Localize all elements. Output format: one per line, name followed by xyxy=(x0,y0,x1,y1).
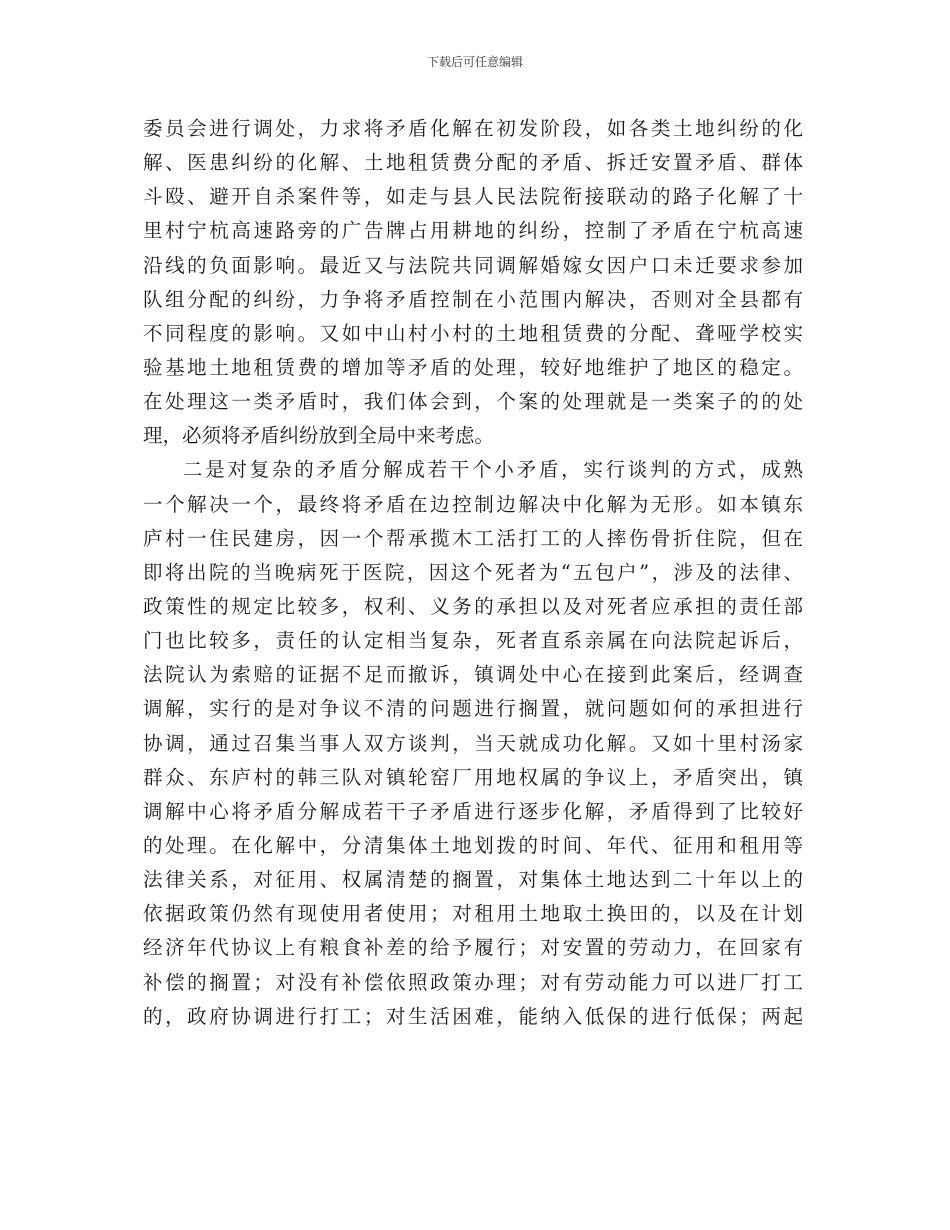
page-header: 下载后可任意编辑 xyxy=(426,55,523,69)
paragraph-1 xyxy=(143,112,803,453)
text-line: 里村宁杭高速路旁的广告牌占用耕地的纠纷，控制了矛盾在宁杭高速 xyxy=(143,219,803,243)
text-line: 在处理这一类矛盾时，我们体会到，个案的处理就是一类案子的的处 xyxy=(143,390,803,414)
text-line: 补偿的搁置；对没有补偿依照政策办理；对有劳动能力可以进厂打工 xyxy=(143,970,803,994)
text-line: 斗殴、避开自杀案件等，如走与县人民法院衔接联动的路子化解了十 xyxy=(143,185,803,209)
text-line: 经济年代协议上有粮食补差的给予履行；对安置的劳动力，在回家有 xyxy=(143,936,803,960)
text-line: 理，必须将矛盾纠纷放到全局中来考虑。 xyxy=(143,424,495,448)
text-line: 验基地土地租赁费的增加等矛盾的处理，较好地维护了地区的稳定。 xyxy=(143,355,803,379)
text-line: 法律关系，对征用、权属清楚的搁置，对集体土地达到二十年以上的 xyxy=(143,868,803,892)
text-line: 法院认为索赔的证据不足而撤诉，镇调处中心在接到此案后，经调查 xyxy=(143,663,803,687)
text-line: 沿线的负面影响。最近又与法院共同调解婚嫁女因户口未迁要求参加 xyxy=(143,253,803,277)
text-line: 队组分配的纠纷，力争将矛盾控制在小范围内解决，否则对全县都有 xyxy=(143,287,803,311)
text-line: 门也比较多，责任的认定相当复杂，死者直系亲属在向法院起诉后， xyxy=(143,629,803,653)
text-line: 调解，实行的是对争议不清的问题进行搁置，就问题如何的承担进行 xyxy=(143,697,803,721)
paragraph-2 xyxy=(143,453,803,1033)
text-line: 依据政策仍然有现使用者使用；对租用土地取土换田的，以及在计划 xyxy=(143,902,803,926)
text-line: 的，政府协调进行打工；对生活困难，能纳入低保的进行低保；两起 xyxy=(143,1004,803,1028)
text-line: 调解中心将矛盾分解成若干子矛盾进行逐步化解，矛盾得到了比较好 xyxy=(143,799,803,823)
text-line: 政策性的规定比较多，权利、义务的承担以及对死者应承担的责任部 xyxy=(143,594,803,618)
text-line: 的处理。在化解中，分清集体土地划拨的时间、年代、征用和租用等 xyxy=(143,833,803,857)
document-body xyxy=(143,112,803,1034)
text-line: 庐村一住民建房，因一个帮承揽木工活打工的人摔伤骨折住院，但在 xyxy=(143,526,803,550)
text-line: 委员会进行调处，力求将矛盾化解在初发阶段，如各类土地纠纷的化 xyxy=(143,117,803,140)
text-line: 二是对复杂的矛盾分解成若干个小矛盾，实行谈判的方式，成熟 xyxy=(183,458,803,482)
text-line: 即将出院的当晚病死于医院，因这个死者为“五包户”，涉及的法律、 xyxy=(143,560,803,584)
text-line: 一个解决一个，最终将矛盾在边控制边解决中化解为无形。如本镇东 xyxy=(143,492,803,516)
text-line: 群众、东庐村的韩三队对镇轮窑厂用地权属的争议上，矛盾突出，镇 xyxy=(143,765,803,789)
text-line: 解、医患纠纷的化解、土地租赁费分配的矛盾、拆迁安置矛盾、群体 xyxy=(143,151,803,175)
text-line: 不同程度的影响。又如中山村小村的土地租赁费的分配、聋哑学校实 xyxy=(143,321,803,345)
text-line: 协调，通过召集当事人双方谈判，当天就成功化解。又如十里村汤家 xyxy=(143,731,803,755)
